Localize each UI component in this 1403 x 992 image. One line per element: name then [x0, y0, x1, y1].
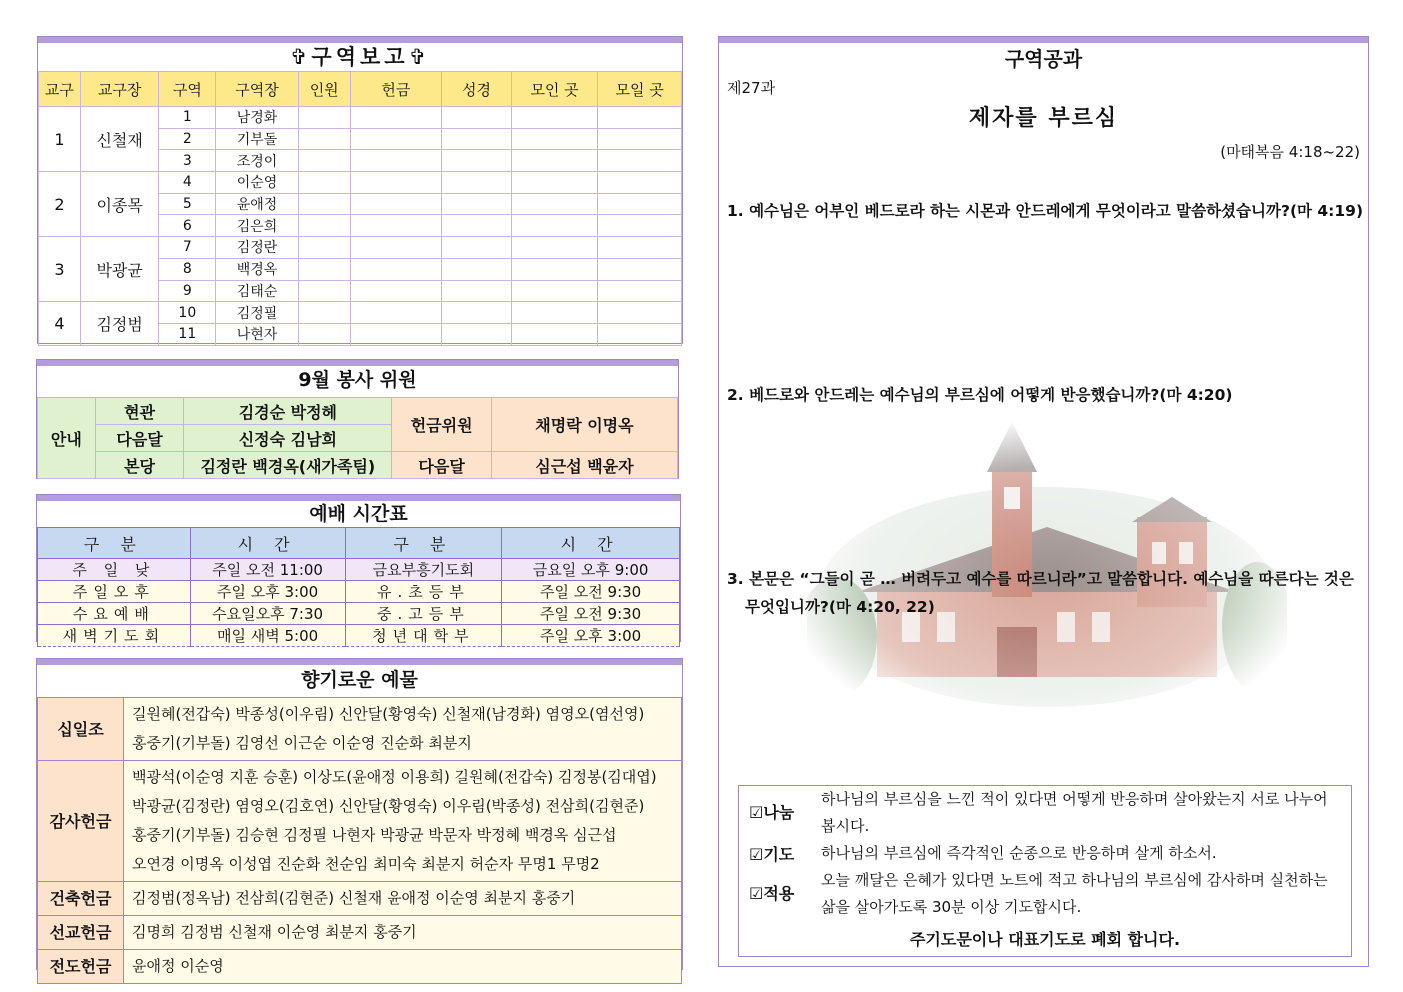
service-name: 주 일 낮 — [38, 559, 191, 581]
attendance-input-cell[interactable] — [298, 237, 350, 259]
meet-place-cell[interactable] — [598, 280, 682, 302]
service-time: 매일 새벽 5:00 — [190, 625, 345, 647]
table-row — [38, 882, 682, 916]
met-place-cell[interactable] — [511, 150, 598, 172]
col-header: 모일 곳 — [598, 72, 682, 107]
met-place-cell[interactable] — [511, 280, 598, 302]
district-cell: 1 — [159, 107, 216, 129]
service-time: 금요일 오후 9:00 — [502, 559, 680, 581]
col-header: 구 분 — [345, 528, 502, 559]
apply-text: 오늘 깨달은 은혜가 있다면 노트에 적고 하나님의 부르심에 감사하며 실천하는 삶을 살아가도록 30분 이상 기도합시다. — [821, 871, 1328, 916]
table-row — [38, 950, 682, 984]
service-name: 유.초등부 — [345, 581, 502, 603]
attendance-input-cell[interactable] — [298, 128, 350, 150]
tithe-names — [124, 698, 682, 761]
bible-input-cell[interactable] — [442, 193, 512, 215]
attendance-input-cell[interactable] — [298, 280, 350, 302]
attendance-input-cell[interactable] — [298, 258, 350, 280]
district-head-cell: 남경화 — [216, 107, 299, 129]
question-1: 1. 예수님은 어부인 베드로라 하는 시몬과 안드레에게 무엇이라고 말씀하셨습니까?(마 4:19) — [727, 202, 1364, 220]
meet-place-cell[interactable] — [598, 258, 682, 280]
schedule-title: 예배 시간표 — [309, 503, 408, 525]
service-table — [37, 397, 678, 479]
met-place-cell[interactable] — [511, 323, 598, 345]
apply-label: ☑적용 — [749, 884, 795, 903]
question-3: 3. 본문은 “그들이 곧 … 버려두고 예수를 따르니라”고 말씀합니다. 예수님을 따른다는 것은 무엇입니까?(마 4:20, 22) — [727, 570, 1354, 616]
service-name: 중.고등부 — [345, 603, 502, 625]
attendance-input-cell[interactable] — [298, 193, 350, 215]
offering-committee-label: 헌금위원 — [392, 398, 492, 452]
bible-input-cell[interactable] — [442, 215, 512, 237]
offering-input-cell[interactable] — [350, 302, 442, 324]
bible-input-cell[interactable] — [442, 107, 512, 129]
parish-leader-cell: 박광균 — [80, 237, 159, 302]
mission-label: 선교헌금 — [38, 916, 124, 950]
lesson-section — [718, 36, 1369, 967]
attendance-input-cell[interactable] — [298, 107, 350, 129]
thanks-names — [124, 761, 682, 882]
district-cell: 11 — [159, 323, 216, 345]
district-cell: 9 — [159, 280, 216, 302]
service-name: 금요부흥기도회 — [345, 559, 502, 581]
meet-place-cell[interactable] — [598, 237, 682, 259]
parish-cell: 4 — [39, 302, 81, 345]
share-row — [749, 786, 1331, 840]
evangel-label: 전도헌금 — [38, 950, 124, 984]
evangel-names: 윤애정 이순영 — [124, 950, 682, 984]
meet-place-cell[interactable] — [598, 172, 682, 194]
district-head-cell: 김태순 — [216, 280, 299, 302]
table-row — [38, 761, 682, 882]
attendance-input-cell[interactable] — [298, 150, 350, 172]
table-row — [38, 603, 680, 625]
section-topbar — [37, 659, 682, 665]
district-cell: 4 — [159, 172, 216, 194]
names-line: 백광석(이순영 지훈 승훈) 이상도(윤애정 이용희) 길원혜(전갑숙) 김정봉(김대엽) — [132, 768, 657, 786]
district-head-cell: 김정필 — [216, 302, 299, 324]
service-time: 수요일오후 7:30 — [190, 603, 345, 625]
meet-place-cell[interactable] — [598, 128, 682, 150]
district-head-cell: 이순영 — [216, 172, 299, 194]
bible-input-cell[interactable] — [442, 150, 512, 172]
mission-names: 김명희 김정범 신철재 이순영 최분지 홍중기 — [124, 916, 682, 950]
question-2: 2. 베드로와 안드레는 예수님의 부르심에 어떻게 반응했습니까?(마 4:20) — [727, 386, 1233, 404]
district-report-title: ✞구역보고✞ — [289, 45, 431, 69]
met-place-cell[interactable] — [511, 215, 598, 237]
district-cell: 6 — [159, 215, 216, 237]
col-header: 교구장 — [80, 72, 159, 107]
offering-input-cell[interactable] — [350, 258, 442, 280]
offering-input-cell[interactable] — [350, 150, 442, 172]
service-time: 주일 오전 9:30 — [502, 581, 680, 603]
met-place-cell[interactable] — [511, 237, 598, 259]
col-header: 교구 — [39, 72, 81, 107]
district-head-cell: 백경옥 — [216, 258, 299, 280]
schedule-table — [37, 527, 680, 647]
offering-input-cell[interactable] — [350, 193, 442, 215]
district-head-cell: 윤애정 — [216, 193, 299, 215]
district-head-cell: 조경이 — [216, 150, 299, 172]
table-row — [38, 452, 678, 479]
place-cell: 현관 — [95, 398, 184, 425]
thanks-label: 감사헌금 — [38, 761, 124, 882]
names-line: 박광균(김정란) 염영오(김호연) 신안달(황영숙) 이우림(박종성) 전삼희(김현준) — [132, 797, 645, 815]
table-row — [38, 916, 682, 950]
pray-label: ☑기도 — [749, 845, 795, 864]
building-label: 건축헌금 — [38, 882, 124, 916]
pray-row — [749, 840, 1331, 867]
district-head-cell: 기부돌 — [216, 128, 299, 150]
table-row — [39, 107, 682, 129]
meet-place-cell[interactable] — [598, 215, 682, 237]
meet-place-cell[interactable] — [598, 302, 682, 324]
met-place-cell[interactable] — [511, 128, 598, 150]
col-header: 구 분 — [38, 528, 191, 559]
table-row — [38, 398, 678, 425]
col-header: 모인 곳 — [511, 72, 598, 107]
bible-input-cell[interactable] — [442, 323, 512, 345]
share-label: ☑나눔 — [749, 803, 795, 822]
offering-title: 향기로운 예물 — [301, 669, 418, 691]
service-name: 수요예배 — [38, 603, 191, 625]
district-cell: 2 — [159, 128, 216, 150]
worship-schedule-section — [36, 494, 681, 645]
application-box — [738, 785, 1352, 957]
col-header: 헌금 — [350, 72, 442, 107]
meet-place-cell[interactable] — [598, 193, 682, 215]
meet-place-cell[interactable] — [598, 323, 682, 345]
tithe-label: 십일조 — [38, 698, 124, 761]
next-month-label: 다음달 — [392, 452, 492, 479]
bible-input-cell[interactable] — [442, 128, 512, 150]
guide-label: 안내 — [38, 398, 96, 479]
attendance-input-cell[interactable] — [298, 172, 350, 194]
met-place-cell[interactable] — [511, 193, 598, 215]
pray-text: 하나님의 부르심에 즉각적인 순종으로 반응하며 살게 하소서. — [821, 844, 1217, 862]
attendance-input-cell[interactable] — [298, 323, 350, 345]
parish-cell: 1 — [39, 107, 81, 172]
attendance-input-cell[interactable] — [298, 302, 350, 324]
offering-committee-names: 채명락 이명옥 — [491, 398, 677, 452]
table-row — [39, 172, 682, 194]
bible-input-cell[interactable] — [442, 172, 512, 194]
meet-place-cell[interactable] — [598, 150, 682, 172]
parish-leader-cell: 이종목 — [80, 172, 159, 237]
district-cell: 3 — [159, 150, 216, 172]
next-month-names: 심근섭 백윤자 — [491, 452, 677, 479]
district-head-cell: 김정란 — [216, 237, 299, 259]
district-cell: 5 — [159, 193, 216, 215]
offering-input-cell[interactable] — [350, 128, 442, 150]
col-header: 인원 — [298, 72, 350, 107]
names-line: 홍중기(기부돌) 김승현 김정필 나현자 박광균 박문자 박정혜 백경옥 심근섭 — [132, 826, 617, 844]
table-header-row — [39, 72, 682, 107]
district-head-cell: 나현자 — [216, 323, 299, 345]
offering-input-cell[interactable] — [350, 215, 442, 237]
service-committee-section — [36, 359, 679, 479]
table-header-row — [38, 528, 680, 559]
service-title: 9월 봉사 위원 — [298, 369, 417, 391]
scripture-reference: (마태복음 4:18~22) — [1220, 143, 1360, 161]
lesson-number: 제27과 — [727, 79, 776, 97]
col-header: 시 간 — [502, 528, 680, 559]
names-line: 길원혜(전갑숙) 박종성(이우림) 신안달(황영숙) 신철재(남경화) 염영오(염선영) — [132, 705, 645, 723]
parish-cell: 2 — [39, 172, 81, 237]
lesson-title: 제자를 부르심 — [968, 106, 1119, 131]
bible-input-cell[interactable] — [442, 258, 512, 280]
district-report-section — [37, 36, 683, 344]
service-time: 주일 오후 3:00 — [190, 581, 345, 603]
offering-input-cell[interactable] — [350, 237, 442, 259]
service-time: 주일 오후 3:00 — [502, 625, 680, 647]
met-place-cell[interactable] — [511, 107, 598, 129]
parish-leader-cell: 신철재 — [80, 107, 159, 172]
table-row — [38, 625, 680, 647]
building-names: 김정범(정옥남) 전삼희(김현준) 신철재 윤애정 이순영 최분지 홍중기 — [124, 882, 682, 916]
service-time: 주일 오전 9:30 — [502, 603, 680, 625]
service-time: 주일 오전 11:00 — [190, 559, 345, 581]
attendance-input-cell[interactable] — [298, 215, 350, 237]
names-line: 오연경 이명옥 이성엽 진순화 천순임 최미숙 최분지 허순자 무명1 무명2 — [132, 855, 600, 873]
closing-note: 주기도문이나 대표기도로 폐회 합니다. — [909, 930, 1181, 949]
offering-table — [37, 697, 682, 984]
table-row — [39, 237, 682, 259]
parish-cell: 3 — [39, 237, 81, 302]
col-header: 성경 — [442, 72, 512, 107]
district-cell: 10 — [159, 302, 216, 324]
district-cell: 8 — [159, 258, 216, 280]
met-place-cell[interactable] — [511, 172, 598, 194]
names-cell: 신정숙 김남희 — [184, 425, 392, 452]
service-name: 청년대학부 — [345, 625, 502, 647]
table-row — [38, 559, 680, 581]
district-head-cell: 김은희 — [216, 215, 299, 237]
met-place-cell[interactable] — [511, 302, 598, 324]
names-cell: 김경순 박정헤 — [184, 398, 392, 425]
met-place-cell[interactable] — [511, 258, 598, 280]
names-cell: 김정란 백경옥(새가족팀) — [184, 452, 392, 479]
bible-input-cell[interactable] — [442, 302, 512, 324]
parish-leader-cell: 김정범 — [80, 302, 159, 345]
bible-input-cell[interactable] — [442, 237, 512, 259]
share-text: 하나님의 부르심을 느낀 적이 있다면 어떻게 반응하며 살아왔는지 서로 나누어 봅시다. — [821, 790, 1328, 835]
place-cell: 다음달 — [95, 425, 184, 452]
bible-input-cell[interactable] — [442, 280, 512, 302]
offering-input-cell[interactable] — [350, 280, 442, 302]
place-cell: 본당 — [95, 452, 184, 479]
district-report-table — [38, 71, 682, 346]
service-name: 새벽기도회 — [38, 625, 191, 647]
offering-input-cell[interactable] — [350, 107, 442, 129]
meet-place-cell[interactable] — [598, 107, 682, 129]
lesson-heading: 구역공과 — [1004, 47, 1083, 71]
col-header: 구역장 — [216, 72, 299, 107]
col-header: 구역 — [159, 72, 216, 107]
col-header: 시 간 — [190, 528, 345, 559]
offering-input-cell[interactable] — [350, 323, 442, 345]
service-name: 주일오후 — [38, 581, 191, 603]
table-row — [39, 302, 682, 324]
apply-row — [749, 867, 1331, 921]
offering-input-cell[interactable] — [350, 172, 442, 194]
table-row — [38, 581, 680, 603]
names-line: 홍중기(기부돌) 김영선 이근순 이순영 진순화 최분지 — [132, 734, 472, 752]
offering-section — [36, 658, 683, 976]
district-cell: 7 — [159, 237, 216, 259]
table-row — [38, 698, 682, 761]
